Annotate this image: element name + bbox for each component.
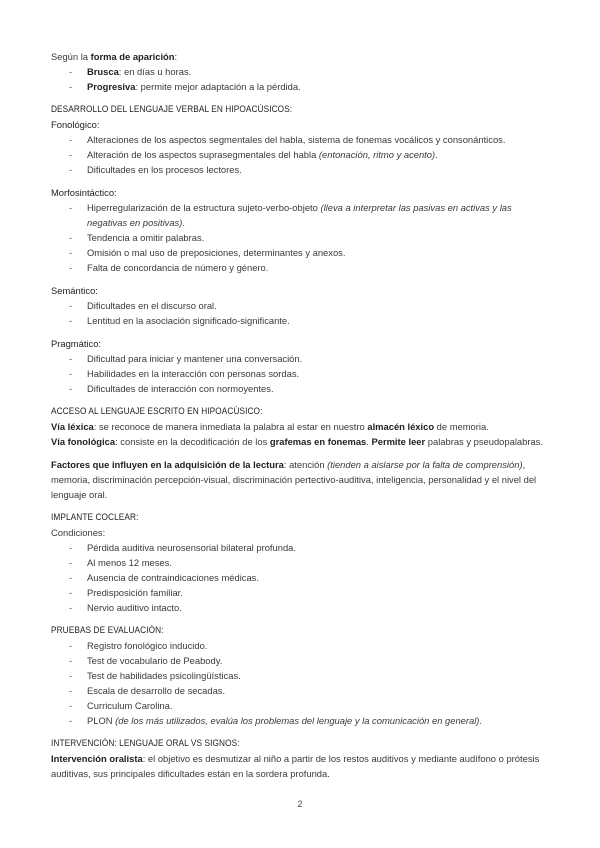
- list-item: - Alteraciones de los aspectos segmentales del habla, sistema de fonemas vocálicos y consonánticos.: [51, 132, 551, 147]
- pragmatico-list: [51, 351, 551, 396]
- implante-list: [51, 540, 551, 615]
- list-item: - Omisión o mal uso de preposiciones, determinantes y anexos.: [51, 245, 551, 260]
- list-item: - Al menos 12 meses.: [51, 555, 551, 570]
- intervencion-oralista: Intervención oralista: el objetivo es desmutizar al niño a partir de los restos auditivos y mediante audífono o prótesis auditivas, sus principales dificultades están en la sordera profunda.: [51, 753, 540, 779]
- page-number: 2: [297, 799, 303, 809]
- list-item: - Dificultad para iniciar y mantener una conversación.: [51, 351, 551, 366]
- list-item: - Nervio auditivo intacto.: [51, 600, 551, 615]
- label-pragmatico: Pragmático:: [51, 338, 102, 349]
- pruebas-list: [51, 638, 551, 728]
- list-item: - Test de habilidades psicolingüísticas.: [51, 668, 551, 683]
- heading-intervencion: INTERVENCIÓN: LENGUAJE ORAL VS SIGNOS:: [51, 738, 240, 748]
- morfosintactico-list: [51, 200, 551, 275]
- label-condiciones: Condiciones:: [51, 527, 106, 538]
- list-item: - Curriculum Carolina.: [51, 698, 551, 713]
- list-item: - Falta de concordancia de número y género.: [51, 260, 551, 275]
- list-item: - Hiperregularización de la estructura sujeto-verbo-objeto (lleva a interpretar las pasivas en activas y las negativas en positivas).: [51, 200, 551, 230]
- page-content: [51, 49, 551, 781]
- list-item: - Test de vocabulario de Peabody.: [51, 653, 551, 668]
- label-semantico: Semántico:: [51, 285, 98, 296]
- list-item: - PLON (de los más utilizados, evalúa los problemas del lenguaje y la comunicación en general).: [51, 713, 551, 728]
- heading-escrito: ACCESO AL LENGUAJE ESCRITO EN HIPOACÚSICO:: [51, 406, 263, 416]
- list-item: - Ausencia de contraindicaciones médicas.: [51, 570, 551, 585]
- list-item: - Dificultades de interacción con normoyentes.: [51, 381, 551, 396]
- list-item: - Habilidades en la interacción con personas sordas.: [51, 366, 551, 381]
- fonologico-list: [51, 132, 551, 177]
- via-lexica: Vía léxica: se reconoce de manera inmediata la palabra al estar en nuestro almacén léxico de memoria.: [51, 421, 489, 432]
- list-item: - Dificultades en el discurso oral.: [51, 298, 551, 313]
- list-item: - Alteración de los aspectos suprasegmentales del habla (entonación, ritmo y acento).: [51, 147, 551, 162]
- list-item: - Tendencia a omitir palabras.: [51, 230, 551, 245]
- via-fonologica: Vía fonológica: consiste en la decodificación de los grafemas en fonemas. Permite leer palabras y pseudopalabras.: [51, 436, 543, 447]
- list-item: - Escala de desarrollo de secadas.: [51, 683, 551, 698]
- list-item: - Progresiva: permite mejor adaptación a la pérdida.: [51, 79, 551, 94]
- heading-pruebas: PRUEBAS DE EVALUACIÓN:: [51, 625, 164, 635]
- label-morfosintactico: Morfosintáctico:: [51, 187, 117, 198]
- semantico-list: [51, 298, 551, 328]
- list-item: - Brusca: en días u horas.: [51, 64, 551, 79]
- heading-desarrollo: DESARROLLO DEL LENGUAJE VERBAL EN HIPOACÚSICOS:: [51, 104, 293, 114]
- aparicion-list: [51, 64, 551, 94]
- aparicion-intro: Según la forma de aparición:: [51, 51, 178, 62]
- list-item: - Lentitud en la asociación significado-significante.: [51, 313, 551, 328]
- heading-implante: IMPLANTE COCLEAR:: [51, 512, 139, 522]
- list-item: - Registro fonológico inducido.: [51, 638, 551, 653]
- label-fonologico: Fonológico:: [51, 119, 100, 130]
- list-item: - Dificultades en los procesos lectores.: [51, 162, 551, 177]
- factores-lectura: Factores que influyen en la adquisición de la lectura: atención (tienden a aislarse por la falta de comprensión), memoria, discriminación percepción-visual, discriminación pertectivo-auditiva, inteligencia, personalidad y el nivel del lenguaje oral.: [51, 459, 537, 500]
- list-item: - Pérdida auditiva neurosensorial bilateral profunda.: [51, 540, 551, 555]
- list-item: - Predisposición familiar.: [51, 585, 551, 600]
